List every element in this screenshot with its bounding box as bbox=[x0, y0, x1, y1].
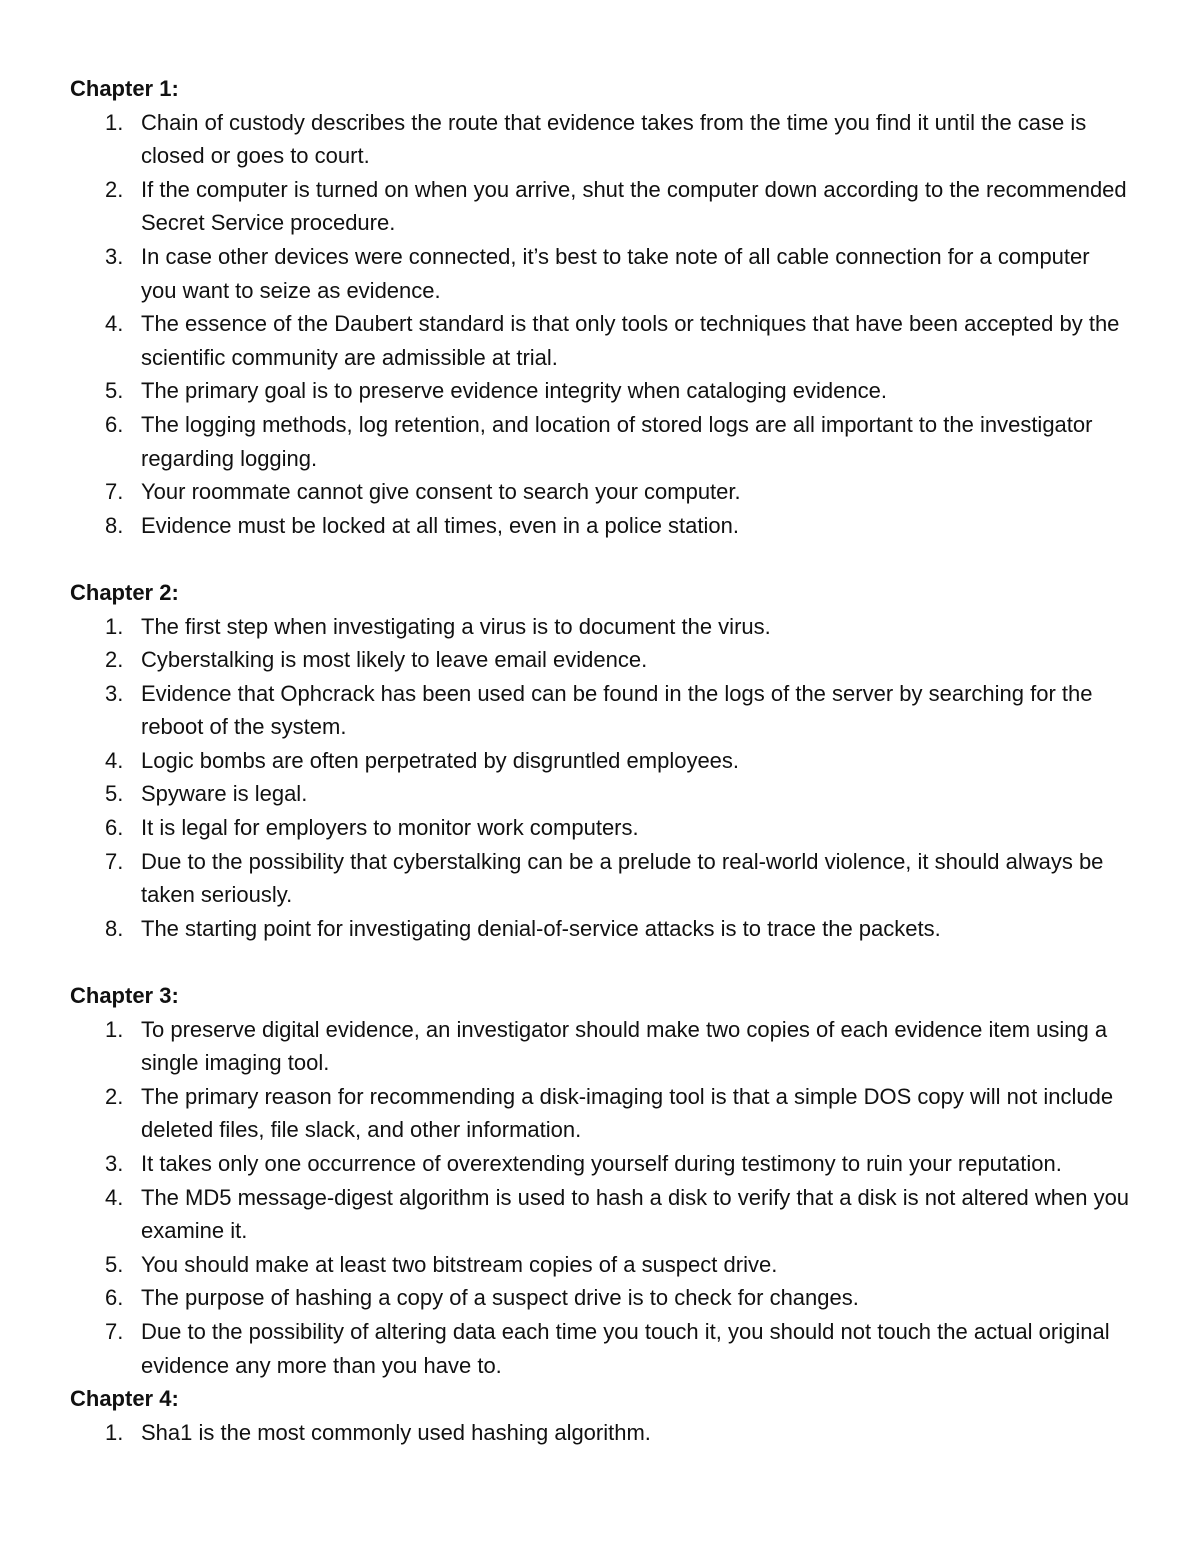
list-item: 1. The first step when investigating a virus is to document the virus. bbox=[70, 610, 1130, 644]
list-item: 8. Evidence must be locked at all times, even in a police station. bbox=[70, 509, 1130, 543]
chapter-title: Chapter 4: bbox=[70, 1386, 179, 1412]
list-number: 2. bbox=[105, 647, 124, 673]
list-item: 2. The primary reason for recommending a disk-imaging tool is that a simple DOS copy will not include deleted files, file slack, and other information. bbox=[70, 1080, 1130, 1147]
list-item: 7. Due to the possibility of altering data each time you touch it, you should not touch the actual original evidence any more than you have to. bbox=[70, 1315, 1130, 1382]
list-number: 2. bbox=[105, 176, 124, 202]
list-number: 2. bbox=[105, 1083, 124, 1109]
chapter-1-list bbox=[70, 106, 1130, 543]
list-number: 6. bbox=[105, 411, 124, 437]
list-number: 5. bbox=[105, 781, 124, 807]
list-number: 8. bbox=[105, 915, 124, 941]
list-item: 4. The essence of the Daubert standard is that only tools or techniques that have been accepted by the scientific community are admissible at trial. bbox=[70, 307, 1130, 374]
list-item: 1. To preserve digital evidence, an investigator should make two copies of each evidence item using a single imaging tool. bbox=[70, 1013, 1130, 1080]
chapter-title: Chapter 1: bbox=[70, 76, 179, 101]
chapter-3-list bbox=[70, 1013, 1130, 1383]
list-number: 4. bbox=[105, 747, 124, 773]
list-item: 3. In case other devices were connected, it’s best to take note of all cable connection for a computer you want to seize as evidence. bbox=[70, 240, 1130, 307]
document-body bbox=[70, 72, 1130, 1449]
list-number: 4. bbox=[105, 311, 124, 337]
list-item: 2. Cyberstalking is most likely to leave email evidence. bbox=[70, 643, 1130, 677]
list-number: 6. bbox=[105, 815, 124, 841]
chapter-3 bbox=[70, 979, 1130, 1382]
list-item: 6. The purpose of hashing a copy of a suspect drive is to check for changes. bbox=[70, 1281, 1130, 1315]
chapter-1 bbox=[70, 72, 1130, 542]
list-number: 1. bbox=[105, 613, 124, 639]
list-number: 3. bbox=[105, 1151, 124, 1176]
list-number: 1. bbox=[105, 1419, 124, 1445]
list-item: 1. Sha1 is the most commonly used hashing algorithm. bbox=[70, 1416, 1130, 1450]
list-item: 8. The starting point for investigating denial-of-service attacks is to trace the packets. bbox=[70, 912, 1130, 946]
list-item: 1. Chain of custody describes the route that evidence takes from the time you find it until the case is closed or goes to court. bbox=[70, 106, 1130, 173]
list-number: 7. bbox=[105, 479, 124, 505]
list-number: 5. bbox=[105, 378, 124, 404]
list-item: 3. It takes only one occurrence of overextending yourself during testimony to ruin your reputation. bbox=[70, 1147, 1130, 1181]
list-item: 4. The MD5 message-digest algorithm is used to hash a disk to verify that a disk is not altered when you examine it. bbox=[70, 1181, 1130, 1248]
chapter-title: Chapter 3: bbox=[70, 983, 179, 1009]
chapter-4 bbox=[70, 1382, 1130, 1449]
list-number: 6. bbox=[105, 1285, 124, 1311]
list-number: 7. bbox=[105, 848, 124, 874]
list-number: 5. bbox=[105, 1251, 124, 1277]
list-number: 3. bbox=[105, 680, 124, 706]
list-item: 2. If the computer is turned on when you arrive, shut the computer down according to the recommended Secret Service procedure. bbox=[70, 173, 1130, 240]
list-number: 7. bbox=[105, 1318, 124, 1344]
list-item: 6. It is legal for employers to monitor work computers. bbox=[70, 811, 1130, 845]
list-item: 7. Your roommate cannot give consent to search your computer. bbox=[70, 475, 1130, 509]
chapter-2 bbox=[70, 576, 1130, 946]
list-item: 5. The primary goal is to preserve evidence integrity when cataloging evidence. bbox=[70, 374, 1130, 408]
list-number: 1. bbox=[105, 109, 124, 135]
list-item: 4. Logic bombs are often perpetrated by disgruntled employees. bbox=[70, 744, 1130, 778]
list-number: 3. bbox=[105, 243, 124, 269]
list-item: 5. Spyware is legal. bbox=[70, 777, 1130, 811]
list-item: 5. You should make at least two bitstream copies of a suspect drive. bbox=[70, 1248, 1130, 1282]
chapter-4-list bbox=[70, 1416, 1130, 1450]
list-item: 6. The logging methods, log retention, and location of stored logs are all important to the investigator regarding logging. bbox=[70, 408, 1130, 475]
list-number: 1. bbox=[105, 1016, 124, 1042]
list-item: 3. Evidence that Ophcrack has been used can be found in the logs of the server by searching for the reboot of the system. bbox=[70, 677, 1130, 744]
list-number: 8. bbox=[105, 512, 124, 538]
chapter-2-list bbox=[70, 610, 1130, 946]
list-item: 7. Due to the possibility that cyberstalking can be a prelude to real-world violence, it should always be taken seriously. bbox=[70, 845, 1130, 912]
list-number: 4. bbox=[105, 1184, 124, 1210]
chapter-title: Chapter 2: bbox=[70, 579, 179, 605]
